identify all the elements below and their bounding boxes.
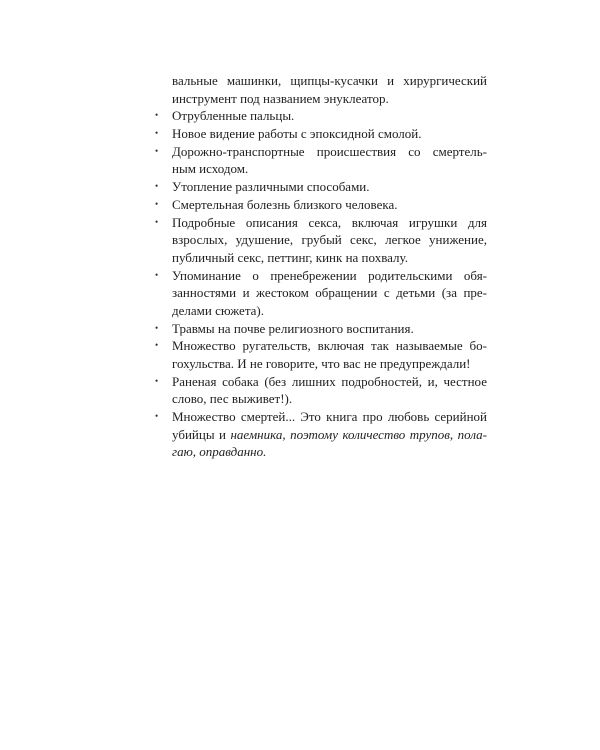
bullet-marker: •	[155, 216, 159, 227]
text-run: убийцы и	[172, 426, 231, 442]
text-line: занностями и жестоком обращении с детьми (за пре-	[172, 285, 487, 301]
bullet-marker: •	[155, 340, 159, 351]
list-item	[155, 107, 487, 125]
text-line: Утопление различными способами.	[172, 179, 370, 195]
bullet-marker: •	[155, 322, 159, 333]
list-item	[155, 373, 487, 408]
list-item	[155, 337, 487, 372]
text-line: Отрубленные пальцы.	[172, 108, 295, 124]
italic-text-run: наемника, поэтому количество трупов, пола-	[230, 426, 487, 442]
list-item	[155, 267, 487, 320]
text-line: взрослых, удушение, грубый секс, легкое унижение,	[172, 232, 487, 248]
list-item	[155, 125, 487, 143]
text-line	[172, 426, 487, 444]
text-line: Дорожно-транспортные происшествия со смертель-	[172, 143, 487, 159]
text-line: Раненая собака (без лишних подробностей, и, честное	[172, 373, 487, 389]
text-line: Новое видение работы с эпоксидной смолой.	[172, 126, 422, 142]
text-line: Смертельная болезнь близкого человека.	[172, 196, 398, 212]
list-item	[155, 178, 487, 196]
text-line: делами сюжета).	[172, 302, 265, 318]
bullet-marker: •	[155, 128, 159, 139]
bullet-marker: •	[155, 145, 159, 156]
bullet-marker: •	[155, 411, 159, 422]
list-item	[155, 214, 487, 267]
text-line: Травмы на почве религиозного воспитания.	[172, 320, 414, 336]
bullet-marker: •	[155, 375, 159, 386]
document-body	[155, 72, 487, 461]
bullet-marker: •	[155, 181, 159, 192]
text-line: ным исходом.	[172, 161, 249, 177]
text-line: слово, пес выживет!).	[172, 391, 293, 407]
list-item	[155, 408, 487, 461]
text-line: инструмент под названием энуклеатор.	[172, 90, 389, 106]
list-item	[155, 196, 487, 214]
bullet-marker: •	[155, 269, 159, 280]
text-line: Множество смертей... Это книга про любовь серийной	[172, 409, 487, 425]
bullet-marker: •	[155, 198, 159, 209]
text-line: гаю, оправданно.	[172, 444, 267, 460]
list-item	[155, 320, 487, 338]
text-line: Упоминание о пренебрежении родительскими обя-	[172, 267, 487, 283]
continued-paragraph	[172, 72, 487, 107]
list-item	[155, 143, 487, 178]
text-line: Подробные описания секса, включая игрушки для	[172, 214, 487, 230]
text-line: вальные машинки, щипцы-кусачки и хирургический	[172, 73, 487, 88]
text-line: публичный секс, петтинг, кинк на похвалу.	[172, 249, 408, 265]
text-line: Множество ругательств, включая так называемые бо-	[172, 338, 487, 354]
text-line: гохульства. И не говорите, что вас не предупреждали!	[172, 356, 471, 371]
bullet-marker: •	[155, 110, 159, 121]
